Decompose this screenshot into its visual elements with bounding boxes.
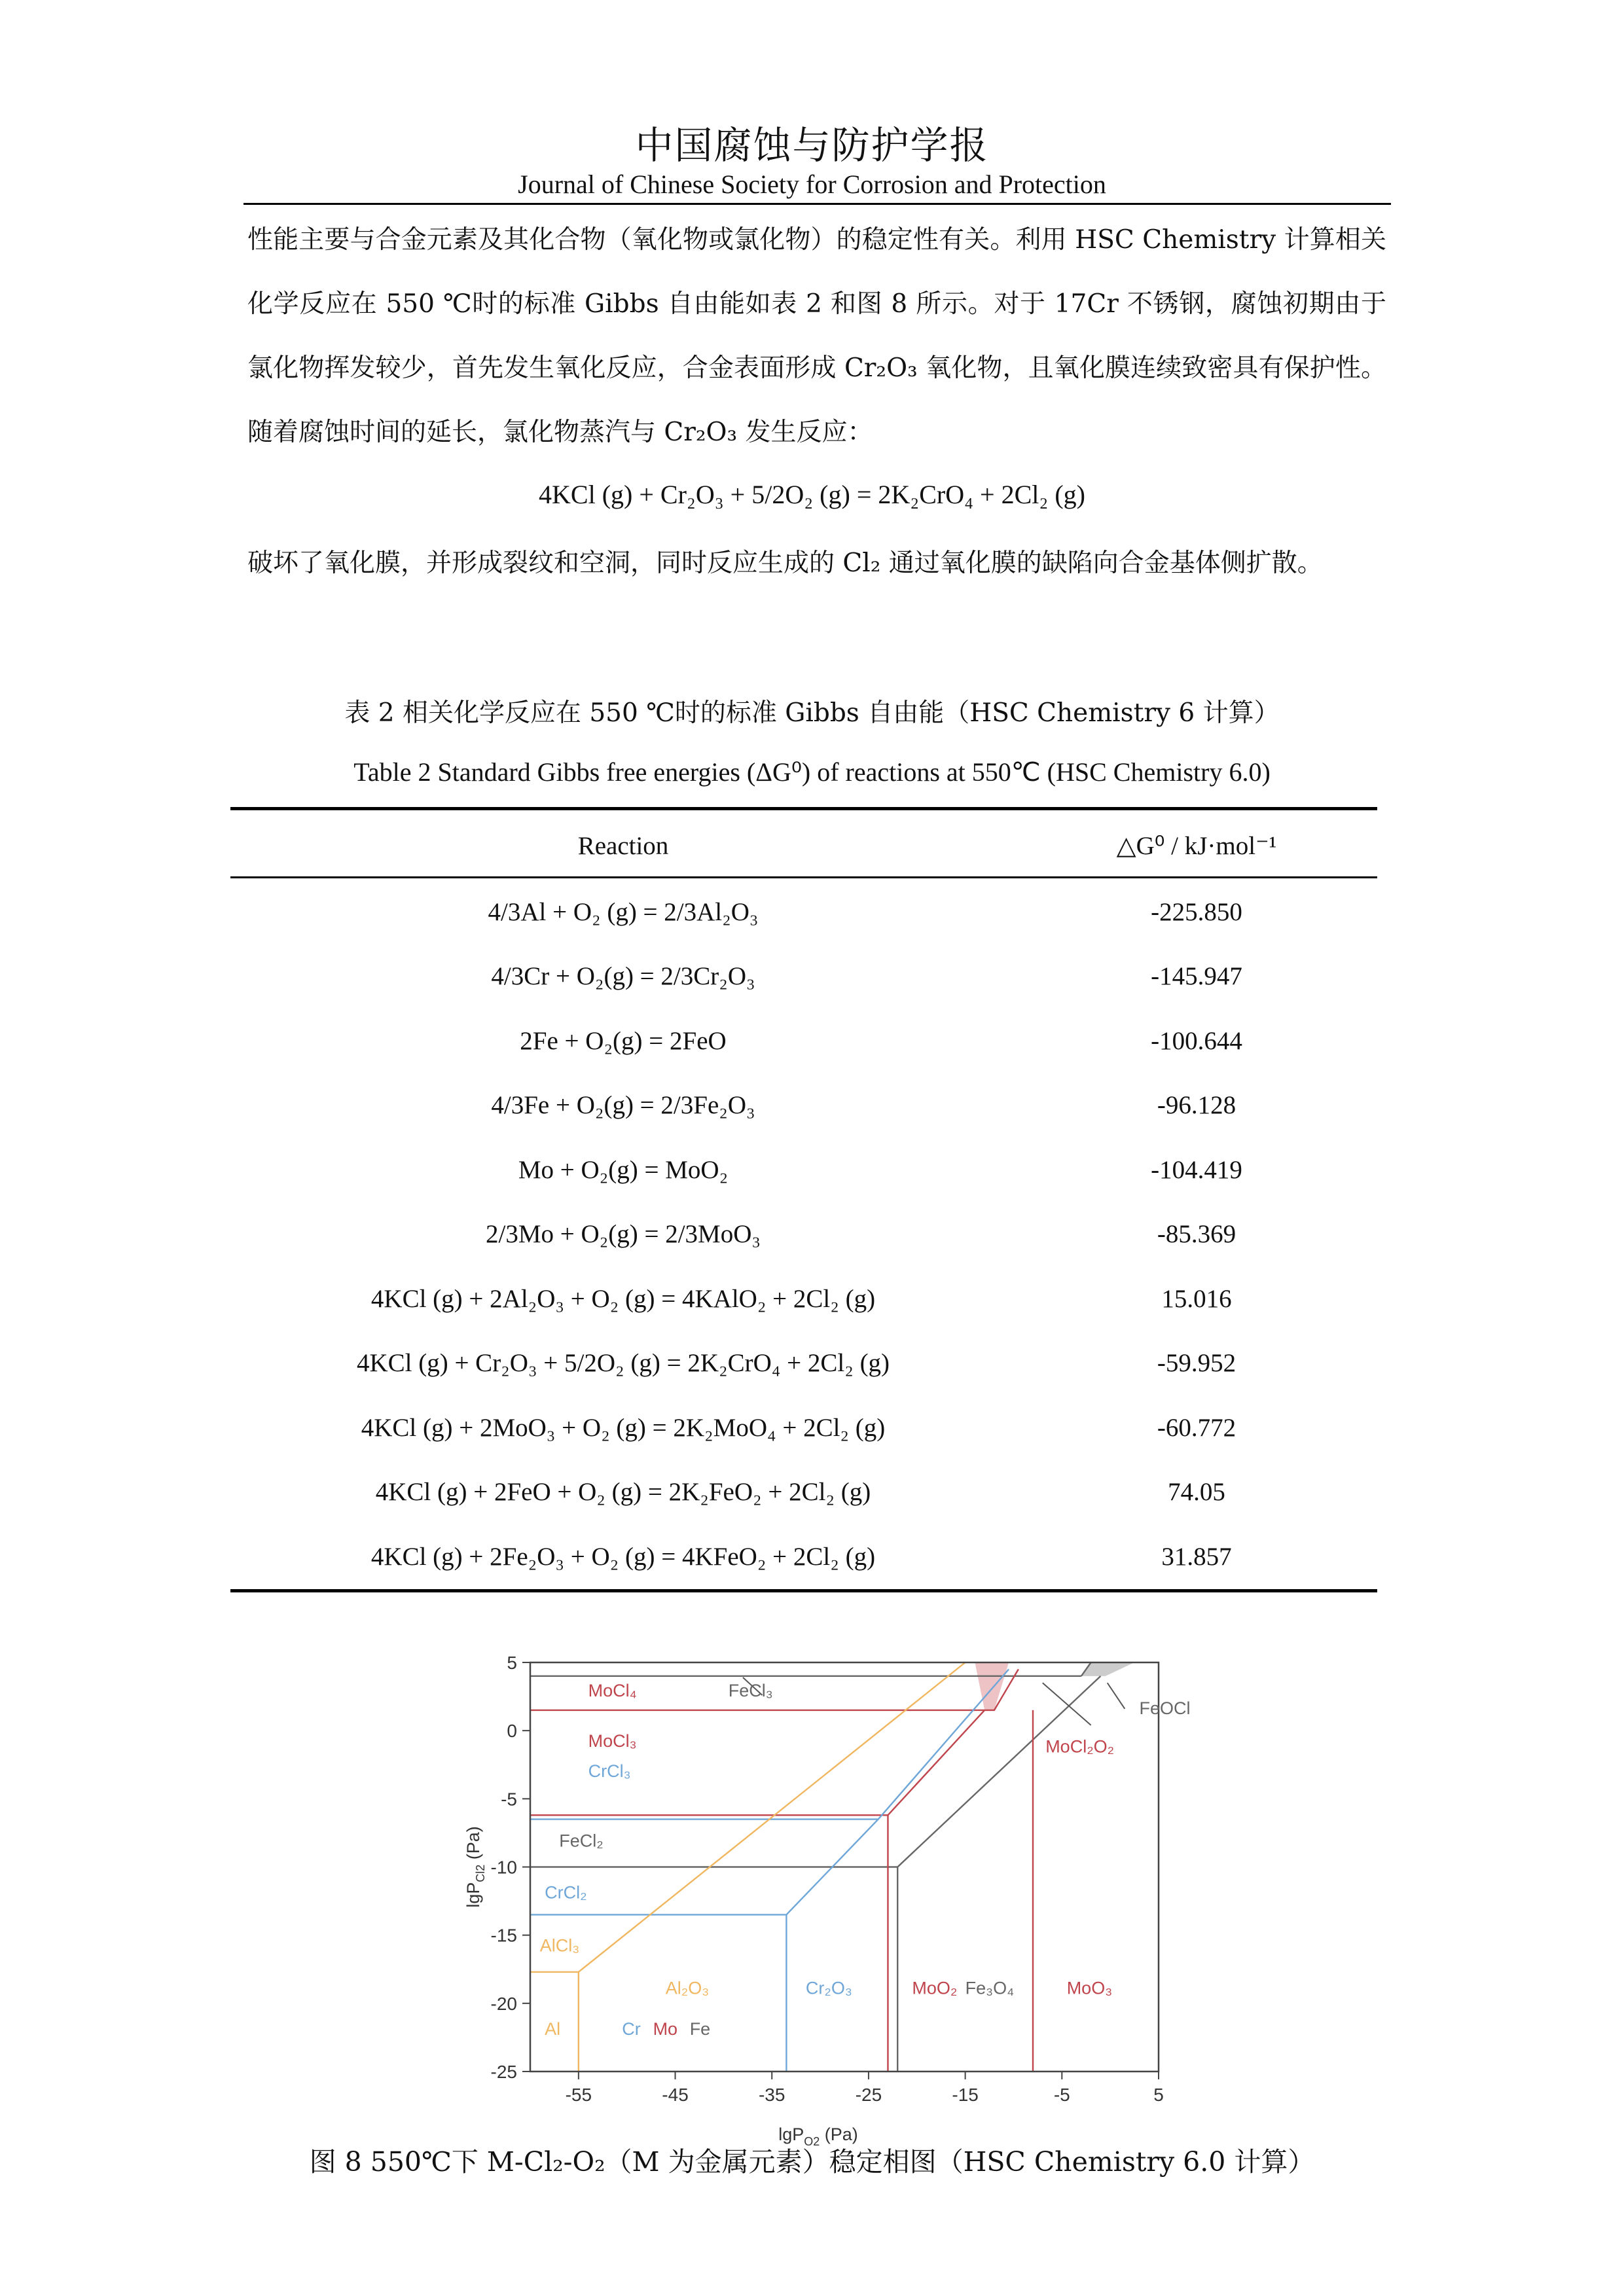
energy-cell: -225.850: [1151, 897, 1242, 926]
table-row: [230, 1395, 1377, 1460]
phase-region-label: MoO₃: [1066, 1978, 1113, 1998]
reaction-cell: 2Fe + O₂(g) = 2FeO: [520, 1026, 727, 1055]
journal-title-cn: 中国腐蚀与防护学报: [635, 123, 989, 168]
phase-region-label: AlCl₃: [539, 1935, 580, 1956]
paragraph-text: 破坏了氧化膜，并形成裂纹和空洞，同时反应生成的 Cl₂ 通过氧化膜的缺陷向合金基体侧扩散。: [247, 548, 1323, 578]
table-row: [230, 1460, 1377, 1525]
phase-stability-diagram: [452, 1636, 1191, 2148]
phase-region-label: CrCl₂: [545, 1882, 587, 1903]
gibbs-energy-table: [230, 812, 1377, 1589]
reaction-cell: Mo + O₂(g) = MoO₂: [518, 1155, 729, 1184]
x-tick-label: -5: [1053, 2085, 1070, 2105]
table-row: [230, 1009, 1377, 1073]
energy-cell: -100.644: [1151, 1026, 1242, 1055]
table-row: [230, 1138, 1377, 1202]
y-tick-label: -10: [490, 1857, 517, 1878]
reaction-cell: 4KCl (g) + 2FeO + O₂ (g) = 2K₂FeO₂ + 2Cl₂ (g): [375, 1478, 871, 1507]
x-tick-label: -15: [952, 2085, 979, 2105]
y-axis-label: lgP$_{Cl2}$ (Pa): [463, 1826, 487, 1908]
x-tick-label: -55: [565, 2085, 592, 2105]
table-caption-en: Table 2 Standard Gibbs free energies (ΔG⁰) of reactions at 550℃ (HSC Chemistry 6.0): [353, 757, 1271, 787]
equation: 4KCl (g) + Cr₂O₃ + 5/2O₂ (g) = 2K₂CrO₄ + 2Cl₂ (g): [539, 480, 1085, 509]
table-row: [230, 1202, 1377, 1267]
reaction-cell: 4KCl (g) + 2Al₂O₃ + O₂ (g) = 4KAlO₂ + 2Cl₂ (g): [370, 1284, 876, 1313]
phase-boundary-line: [530, 1662, 965, 1972]
column-header-energy: △G⁰ / kJ·mol⁻¹: [1116, 831, 1277, 860]
x-tick-label: 5: [1153, 2085, 1164, 2105]
energy-cell: -59.952: [1157, 1349, 1236, 1378]
pointer-line: [1043, 1683, 1091, 1725]
phase-region-label: MoO₂: [912, 1978, 958, 1998]
x-tick-label: -45: [662, 2085, 689, 2105]
table-row: [230, 880, 1377, 944]
paragraph-text: 性能主要与合金元素及其化合物（氧化物或氯化物）的稳定性有关。利用 HSC Chemistry 计算相关化学反应在 550 ℃时的标准 Gibbs 自由能如表 2 和图 8 所示。对于 17Cr 不锈钢，腐蚀初期由于氯化物挥发较少，首先发生氧化反应，合金表面形成 Cr₂O₃ 氧化物，且氧化膜连续致密具有保护性。随着腐蚀时间的延长，氯化物蒸汽与 Cr₂O₃ 发生反应：: [247, 225, 1386, 447]
x-axis-label: lgP$_{O2}$ (Pa): [778, 2125, 858, 2148]
x-tick-label: -35: [758, 2085, 785, 2105]
phase-region-label: MoCl₃: [588, 1731, 637, 1751]
x-tick-label: -25: [855, 2085, 882, 2105]
energy-cell: -85.369: [1157, 1220, 1236, 1249]
reaction-cell: 4/3Cr + O₂(g) = 2/3Cr₂O₃: [491, 962, 755, 991]
figure-caption: 图 8 550℃下 M-Cl₂-O₂（M 为金属元素）稳定相图（HSC Chemistry 6.0 计算）: [309, 2146, 1315, 2178]
energy-cell: 31.857: [1161, 1542, 1232, 1571]
phase-region-label: Fe₃O₄: [965, 1978, 1015, 1998]
table-row: [230, 1266, 1377, 1331]
journal-title-en: Journal of Chinese Society for Corrosion and Protection: [518, 170, 1106, 199]
phase-region-label: FeCl₂: [559, 1831, 604, 1851]
pointer-line: [1108, 1683, 1125, 1709]
energy-cell: -60.772: [1157, 1413, 1236, 1442]
y-tick-label: -20: [490, 1993, 517, 2014]
body-paragraph-2: [247, 531, 1386, 596]
table-caption-cn: 表 2 相关化学反应在 550 ℃时的标准 Gibbs 自由能（HSC Chemistry 6 计算）: [344, 698, 1280, 728]
reaction-cell: 4KCl (g) + 2MoO₃ + O₂ (g) = 2K₂MoO₄ + 2Cl₂ (g): [361, 1413, 886, 1442]
table-row: [230, 1524, 1377, 1589]
reaction-cell: 4/3Fe + O₂(g) = 2/3Fe₂O₃: [491, 1091, 755, 1120]
phase-region-label: Cr₂O₃: [805, 1978, 852, 1998]
energy-cell: 15.016: [1161, 1284, 1232, 1313]
energy-cell: -145.947: [1151, 962, 1242, 991]
phase-region-label: MoCl₂O₂: [1045, 1736, 1115, 1757]
phase-region-label: CrCl₃: [588, 1761, 631, 1781]
phase-region-label: Al₂O₃: [665, 1978, 710, 1998]
header-rule: [244, 203, 1391, 205]
table-row: [230, 1073, 1377, 1138]
y-tick-label: -15: [490, 1925, 517, 1946]
reaction-cell: 4KCl (g) + Cr₂O₃ + 5/2O₂ (g) = 2K₂CrO₄ + 2Cl₂ (g): [356, 1349, 890, 1378]
y-tick-label: 0: [507, 1721, 517, 1742]
y-tick-label: -5: [501, 1789, 517, 1810]
y-tick-label: -25: [490, 2062, 517, 2082]
phase-region-label: FeOCl: [1139, 1698, 1191, 1719]
phase-region-label: Mo: [653, 2018, 678, 2039]
table-header-row: [230, 812, 1377, 880]
phase-region-label: MoCl₄: [588, 1681, 637, 1701]
phase-region-label: Al: [545, 2018, 561, 2039]
phase-region-label: FeCl₃: [728, 1681, 773, 1701]
column-header-reaction: Reaction: [577, 831, 669, 860]
energy-cell: 74.05: [1168, 1478, 1225, 1507]
table-bottom-rule: [230, 1589, 1377, 1592]
body-paragraph-1: [247, 208, 1386, 465]
phase-region-label: Fe: [689, 2018, 711, 2039]
reaction-cell: 4/3Al + O₂ (g) = 2/3Al₂O₃: [488, 897, 759, 926]
y-tick-label: 5: [507, 1653, 517, 1673]
table-row: [230, 1331, 1377, 1396]
reaction-cell: 4KCl (g) + 2Fe₂O₃ + O₂ (g) = 4KFeO₂ + 2Cl₂ (g): [370, 1542, 876, 1571]
energy-cell: -96.128: [1157, 1091, 1236, 1120]
table-top-rule: [230, 807, 1377, 810]
phase-region-label: Cr: [622, 2018, 641, 2039]
energy-cell: -104.419: [1151, 1155, 1242, 1184]
table-row: [230, 944, 1377, 1009]
reaction-cell: 2/3Mo + O₂(g) = 2/3MoO₃: [485, 1220, 761, 1249]
